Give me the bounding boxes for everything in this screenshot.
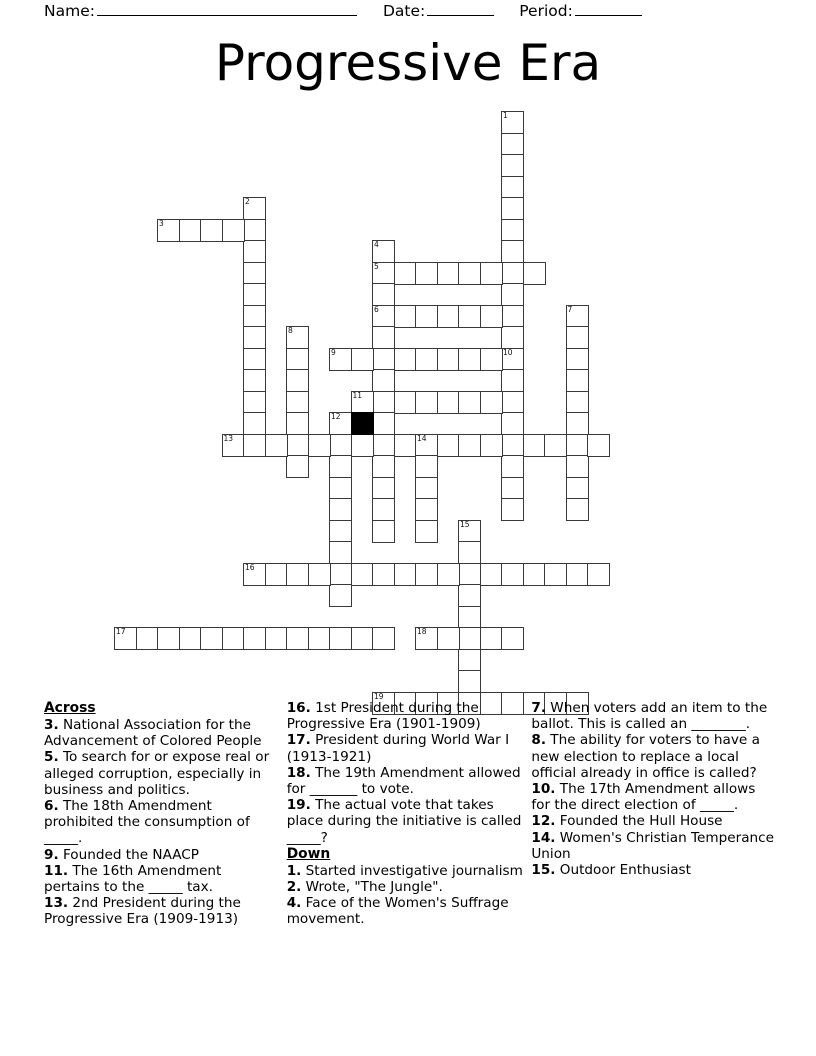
crossword-cell[interactable] <box>286 627 309 650</box>
clue-item <box>531 830 774 862</box>
crossword-cell-number: 18 <box>417 627 427 636</box>
crossword-cell[interactable] <box>136 627 159 650</box>
crossword-cell[interactable] <box>372 240 395 263</box>
crossword-cell[interactable] <box>200 219 223 242</box>
clue-number: 18. <box>286 764 311 781</box>
crossword-cell[interactable] <box>501 391 524 414</box>
clue-item <box>44 717 281 749</box>
crossword-cell[interactable] <box>501 477 524 500</box>
clue-text: The actual vote that takes place during the initiative is called _____? <box>286 797 522 846</box>
crossword-cell[interactable] <box>308 434 331 457</box>
crossword-cell[interactable] <box>243 219 266 242</box>
crossword-cell[interactable] <box>523 563 546 586</box>
crossword-cell[interactable] <box>329 455 352 478</box>
clue-number: 3. <box>44 717 59 733</box>
crossword-cell[interactable] <box>286 369 309 392</box>
crossword-cell[interactable] <box>437 348 460 371</box>
clue-text: Founded the Hull House <box>555 813 723 830</box>
crossword-cell[interactable] <box>329 584 352 607</box>
clue-text: The 17th Amendment allows for the direct election of _____. <box>531 781 756 814</box>
crossword-cell[interactable] <box>415 391 438 414</box>
crossword-cell[interactable] <box>501 111 524 134</box>
crossword-cell[interactable] <box>523 262 546 285</box>
crossword-cell[interactable] <box>458 541 481 564</box>
crossword-cell[interactable] <box>372 498 395 521</box>
crossword-cell[interactable] <box>415 455 438 478</box>
crossword-cell[interactable] <box>286 434 309 457</box>
crossword-cell[interactable] <box>372 283 395 306</box>
crossword-cell[interactable] <box>566 563 589 586</box>
crossword-cell-number: 7 <box>567 304 573 314</box>
clue-item <box>531 781 774 813</box>
crossword-cell[interactable] <box>372 326 395 349</box>
clue-number: 15. <box>531 862 556 879</box>
crossword-cell[interactable] <box>501 176 524 199</box>
clue-number: 14. <box>531 829 556 846</box>
crossword-cell[interactable] <box>501 283 524 306</box>
crossword-cell[interactable] <box>458 563 481 586</box>
crossword-cell[interactable] <box>458 434 481 457</box>
crossword-cell-number: 17 <box>116 627 126 636</box>
crossword-cell[interactable] <box>566 326 589 349</box>
crossword-cell[interactable] <box>437 627 460 650</box>
crossword-cell[interactable] <box>523 434 546 457</box>
crossword-cell[interactable] <box>501 262 524 285</box>
crossword-cell[interactable] <box>394 434 417 457</box>
clue-number: 6. <box>44 798 59 815</box>
clue-item <box>287 700 526 732</box>
crossword-cell[interactable] <box>394 563 417 586</box>
clue-item <box>531 700 774 732</box>
page-title: Progressive Era <box>214 34 602 92</box>
crossword-cell[interactable] <box>544 434 567 457</box>
clue-item <box>531 862 774 878</box>
clue-text: The ability for voters to have a new election to replace a local official already in office is called? <box>531 732 760 781</box>
crossword-cell[interactable] <box>243 305 266 328</box>
crossword-cell-number: 1 <box>503 111 508 120</box>
crossword-cell[interactable] <box>286 455 309 478</box>
clue-text: To search for or expose real or alleged corruption, especially in business and politics. <box>44 749 270 798</box>
crossword-cell-number: 14 <box>417 433 427 443</box>
crossword-cell[interactable] <box>501 154 524 177</box>
name-label: Name: <box>44 2 95 20</box>
clue-number: 9. <box>44 846 59 863</box>
clue-text: 1st President during the Progressive Era (1901-1909) <box>286 700 481 733</box>
crossword-cell[interactable] <box>222 627 245 650</box>
clue-item <box>287 879 526 895</box>
crossword-cell[interactable] <box>566 434 589 457</box>
crossword-cell[interactable] <box>243 412 266 435</box>
crossword-cell[interactable] <box>501 326 524 349</box>
crossword-cell[interactable] <box>458 305 481 328</box>
crossword-cell[interactable] <box>329 541 352 564</box>
crossword-cell-number: 8 <box>288 326 293 335</box>
crossword-cell-number: 4 <box>374 240 379 249</box>
crossword-cell[interactable] <box>329 412 352 435</box>
clue-column-1 <box>44 700 287 928</box>
crossword-cell[interactable] <box>480 434 503 457</box>
crossword-cell[interactable] <box>351 563 374 586</box>
crossword-cell[interactable] <box>308 627 331 650</box>
crossword-cell[interactable] <box>458 606 481 629</box>
clue-number: 5. <box>44 749 59 766</box>
crossword-cell[interactable] <box>480 262 503 285</box>
crossword-cell[interactable] <box>372 563 395 586</box>
across-heading: Across <box>44 700 96 716</box>
clue-item <box>44 895 281 927</box>
crossword-cell[interactable] <box>286 563 309 586</box>
clue-column-2 <box>287 700 532 928</box>
crossword-cell[interactable] <box>157 219 180 242</box>
clue-number: 13. <box>44 895 69 912</box>
clue-text: Women's Christian Temperance Union <box>531 829 774 862</box>
crossword-cell[interactable] <box>372 477 395 500</box>
crossword-cell[interactable] <box>501 434 524 457</box>
crossword-cell[interactable] <box>566 455 589 478</box>
clue-text: National Association for the Advancement of Colored People <box>44 717 262 750</box>
clue-item <box>44 847 281 863</box>
crossword-cell[interactable] <box>394 391 417 414</box>
clue-text: The 19th Amendment allowed for _______ to vote. <box>286 764 521 798</box>
clue-text: The 18th Amendment prohibited the consumption of _____. <box>44 798 250 847</box>
crossword-cell[interactable] <box>286 326 309 349</box>
crossword-cell[interactable] <box>114 627 137 650</box>
crossword-cell[interactable] <box>286 391 309 414</box>
crossword-cell[interactable] <box>544 563 567 586</box>
crossword-cell[interactable] <box>501 498 524 521</box>
crossword-cell[interactable] <box>243 348 266 371</box>
crossword-cell[interactable] <box>243 326 266 349</box>
crossword-cell[interactable] <box>308 563 331 586</box>
clue-item <box>287 797 526 846</box>
crossword-cell[interactable] <box>566 391 589 414</box>
crossword-cell[interactable] <box>501 455 524 478</box>
crossword-cell-number: 19 <box>374 691 384 701</box>
crossword-cell[interactable] <box>480 627 503 650</box>
crossword-cell[interactable] <box>329 627 352 650</box>
clue-text: When voters add an item to the ballot. This is called an ________. <box>531 700 768 733</box>
clue-text: Started investigative journalism <box>301 862 523 879</box>
crossword-cell-number: 10 <box>503 347 513 357</box>
crossword-cell[interactable] <box>566 348 589 371</box>
crossword-cell[interactable] <box>458 584 481 607</box>
clue-number: 17. <box>286 732 311 749</box>
crossword-cell[interactable] <box>480 305 503 328</box>
crossword-cell[interactable] <box>415 520 438 543</box>
crossword-cell[interactable] <box>243 262 266 285</box>
clue-text: President during World War I (1913-1921) <box>286 732 510 765</box>
crossword-cell[interactable] <box>286 412 309 435</box>
crossword-cell[interactable] <box>480 391 503 414</box>
crossword-cell[interactable] <box>179 219 202 242</box>
crossword-cell[interactable] <box>329 477 352 500</box>
crossword-cell[interactable] <box>458 670 481 693</box>
crossword-cell[interactable] <box>437 391 460 414</box>
crossword-cell-number: 16 <box>245 562 255 572</box>
crossword-cell[interactable] <box>372 412 395 435</box>
crossword-cell[interactable] <box>566 498 589 521</box>
crossword-cell[interactable] <box>372 520 395 543</box>
crossword-cell[interactable] <box>372 369 395 392</box>
clue-text: Face of the Women's Suffrage movement. <box>286 895 509 928</box>
crossword-cell[interactable] <box>480 348 503 371</box>
crossword-cell[interactable] <box>501 197 524 220</box>
crossword-cell[interactable] <box>501 305 524 328</box>
period-label: Period: <box>519 2 573 20</box>
clue-text: Outdoor Enthusiast <box>555 862 691 879</box>
crossword-cell[interactable] <box>415 627 438 650</box>
clue-number: 1. <box>286 862 302 879</box>
crossword-cell[interactable] <box>394 305 417 328</box>
down-heading: Down <box>286 845 331 862</box>
clue-item <box>287 863 526 879</box>
crossword-cell[interactable] <box>243 240 266 263</box>
clue-item <box>287 732 526 764</box>
clue-text: 2nd President during the Progressive Era (1909-1913) <box>44 895 241 928</box>
crossword-cell-number: 5 <box>374 261 379 271</box>
clue-item <box>287 765 526 797</box>
crossword-cell[interactable] <box>243 283 266 306</box>
crossword-cell[interactable] <box>265 627 288 650</box>
date-label: Date: <box>382 2 426 20</box>
crossword-cell[interactable] <box>566 477 589 500</box>
crossword-cell[interactable] <box>501 348 524 371</box>
crossword-cell[interactable] <box>265 434 288 457</box>
crossword-cell[interactable] <box>437 434 460 457</box>
clue-number: 12. <box>531 813 556 830</box>
clue-text: Founded the NAACP <box>58 846 199 863</box>
crossword-cell[interactable] <box>157 627 180 650</box>
crossword-cell[interactable] <box>222 219 245 242</box>
clue-number: 8. <box>531 732 546 749</box>
clue-number: 11. <box>44 862 69 879</box>
clue-number: 4. <box>286 895 302 912</box>
crossword-cell[interactable] <box>372 455 395 478</box>
crossword-cell[interactable] <box>372 434 395 457</box>
crossword-cell[interactable] <box>222 434 245 457</box>
crossword-cell[interactable] <box>329 434 352 457</box>
clue-number: 7. <box>531 700 546 716</box>
crossword-cell-number: 6 <box>374 304 379 314</box>
crossword-cell[interactable] <box>265 563 288 586</box>
crossword-cell[interactable] <box>415 498 438 521</box>
crossword-cell[interactable] <box>243 391 266 414</box>
crossword-cell[interactable] <box>372 627 395 650</box>
crossword-cell[interactable] <box>329 563 352 586</box>
crossword-cell[interactable] <box>286 348 309 371</box>
crossword-cell[interactable] <box>566 412 589 435</box>
crossword-cell[interactable] <box>243 369 266 392</box>
crossword-cell[interactable] <box>458 520 481 543</box>
crossword-cell[interactable] <box>458 391 481 414</box>
crossword-cell[interactable] <box>587 563 610 586</box>
crossword-cell[interactable] <box>501 219 524 242</box>
clue-item <box>44 749 281 798</box>
crossword-cell[interactable] <box>415 305 438 328</box>
crossword-cell-number: 15 <box>460 519 470 529</box>
crossword-cell[interactable] <box>458 348 481 371</box>
crossword-cell[interactable] <box>458 649 481 672</box>
clue-number: 10. <box>531 781 556 798</box>
crossword-cell[interactable] <box>351 434 374 457</box>
crossword-blocked-cell <box>351 412 374 435</box>
crossword-cell[interactable] <box>351 391 374 414</box>
crossword-cell[interactable] <box>501 240 524 263</box>
clue-item <box>531 813 774 829</box>
crossword-cell[interactable] <box>329 348 352 371</box>
crossword-cell[interactable] <box>200 627 223 650</box>
crossword-cell-number: 3 <box>159 218 164 228</box>
crossword-cell[interactable] <box>501 412 524 435</box>
crossword-cell[interactable] <box>501 133 524 156</box>
crossword-cell[interactable] <box>480 563 503 586</box>
crossword-cell[interactable] <box>566 305 589 328</box>
crossword-cell-number: 11 <box>352 390 363 400</box>
crossword-cell[interactable] <box>501 627 524 650</box>
clue-item <box>531 732 774 781</box>
crossword-cell[interactable] <box>394 348 417 371</box>
crossword-cell[interactable] <box>351 348 374 371</box>
crossword-cell[interactable] <box>587 434 610 457</box>
crossword-cell[interactable] <box>351 627 374 650</box>
crossword-cell[interactable] <box>458 262 481 285</box>
clue-column-3 <box>531 700 774 878</box>
clue-text: The 16th Amendment pertains to the _____ tax. <box>44 862 222 896</box>
clue-number: 16. <box>286 700 311 716</box>
clue-number: 2. <box>286 879 302 896</box>
crossword-cell-number: 2 <box>245 197 250 206</box>
clue-text: Wrote, "The Jungle". <box>301 879 443 896</box>
crossword-cell[interactable] <box>501 369 524 392</box>
crossword-cell-number: 9 <box>331 347 336 357</box>
crossword-cell[interactable] <box>501 563 524 586</box>
crossword-cell[interactable] <box>329 498 352 521</box>
crossword-cell[interactable] <box>415 563 438 586</box>
crossword-cell[interactable] <box>394 262 417 285</box>
crossword-cell[interactable] <box>415 477 438 500</box>
crossword-cell[interactable] <box>243 197 266 220</box>
crossword-cell[interactable] <box>566 369 589 392</box>
crossword-cell[interactable] <box>372 305 395 328</box>
crossword-cell[interactable] <box>243 627 266 650</box>
crossword-cell[interactable] <box>458 627 481 650</box>
crossword-cell[interactable] <box>372 262 395 285</box>
crossword-cell[interactable] <box>372 391 395 414</box>
clue-item <box>44 798 281 847</box>
clue-item <box>287 895 526 927</box>
crossword-cell[interactable] <box>437 262 460 285</box>
crossword-cell[interactable] <box>415 348 438 371</box>
clues-section <box>44 700 774 928</box>
crossword-cell[interactable] <box>372 348 395 371</box>
crossword-cell[interactable] <box>415 262 438 285</box>
crossword-cell-number: 12 <box>331 412 341 421</box>
clue-item <box>44 863 281 895</box>
crossword-cell[interactable] <box>329 520 352 543</box>
crossword-cell[interactable] <box>179 627 202 650</box>
crossword-cell[interactable] <box>415 434 438 457</box>
clue-number: 19. <box>286 797 311 814</box>
crossword-cell[interactable] <box>437 563 460 586</box>
crossword-cell[interactable] <box>437 305 460 328</box>
crossword-cell[interactable] <box>243 563 266 586</box>
crossword-cell-number: 13 <box>223 433 234 443</box>
crossword-cell[interactable] <box>243 434 266 457</box>
